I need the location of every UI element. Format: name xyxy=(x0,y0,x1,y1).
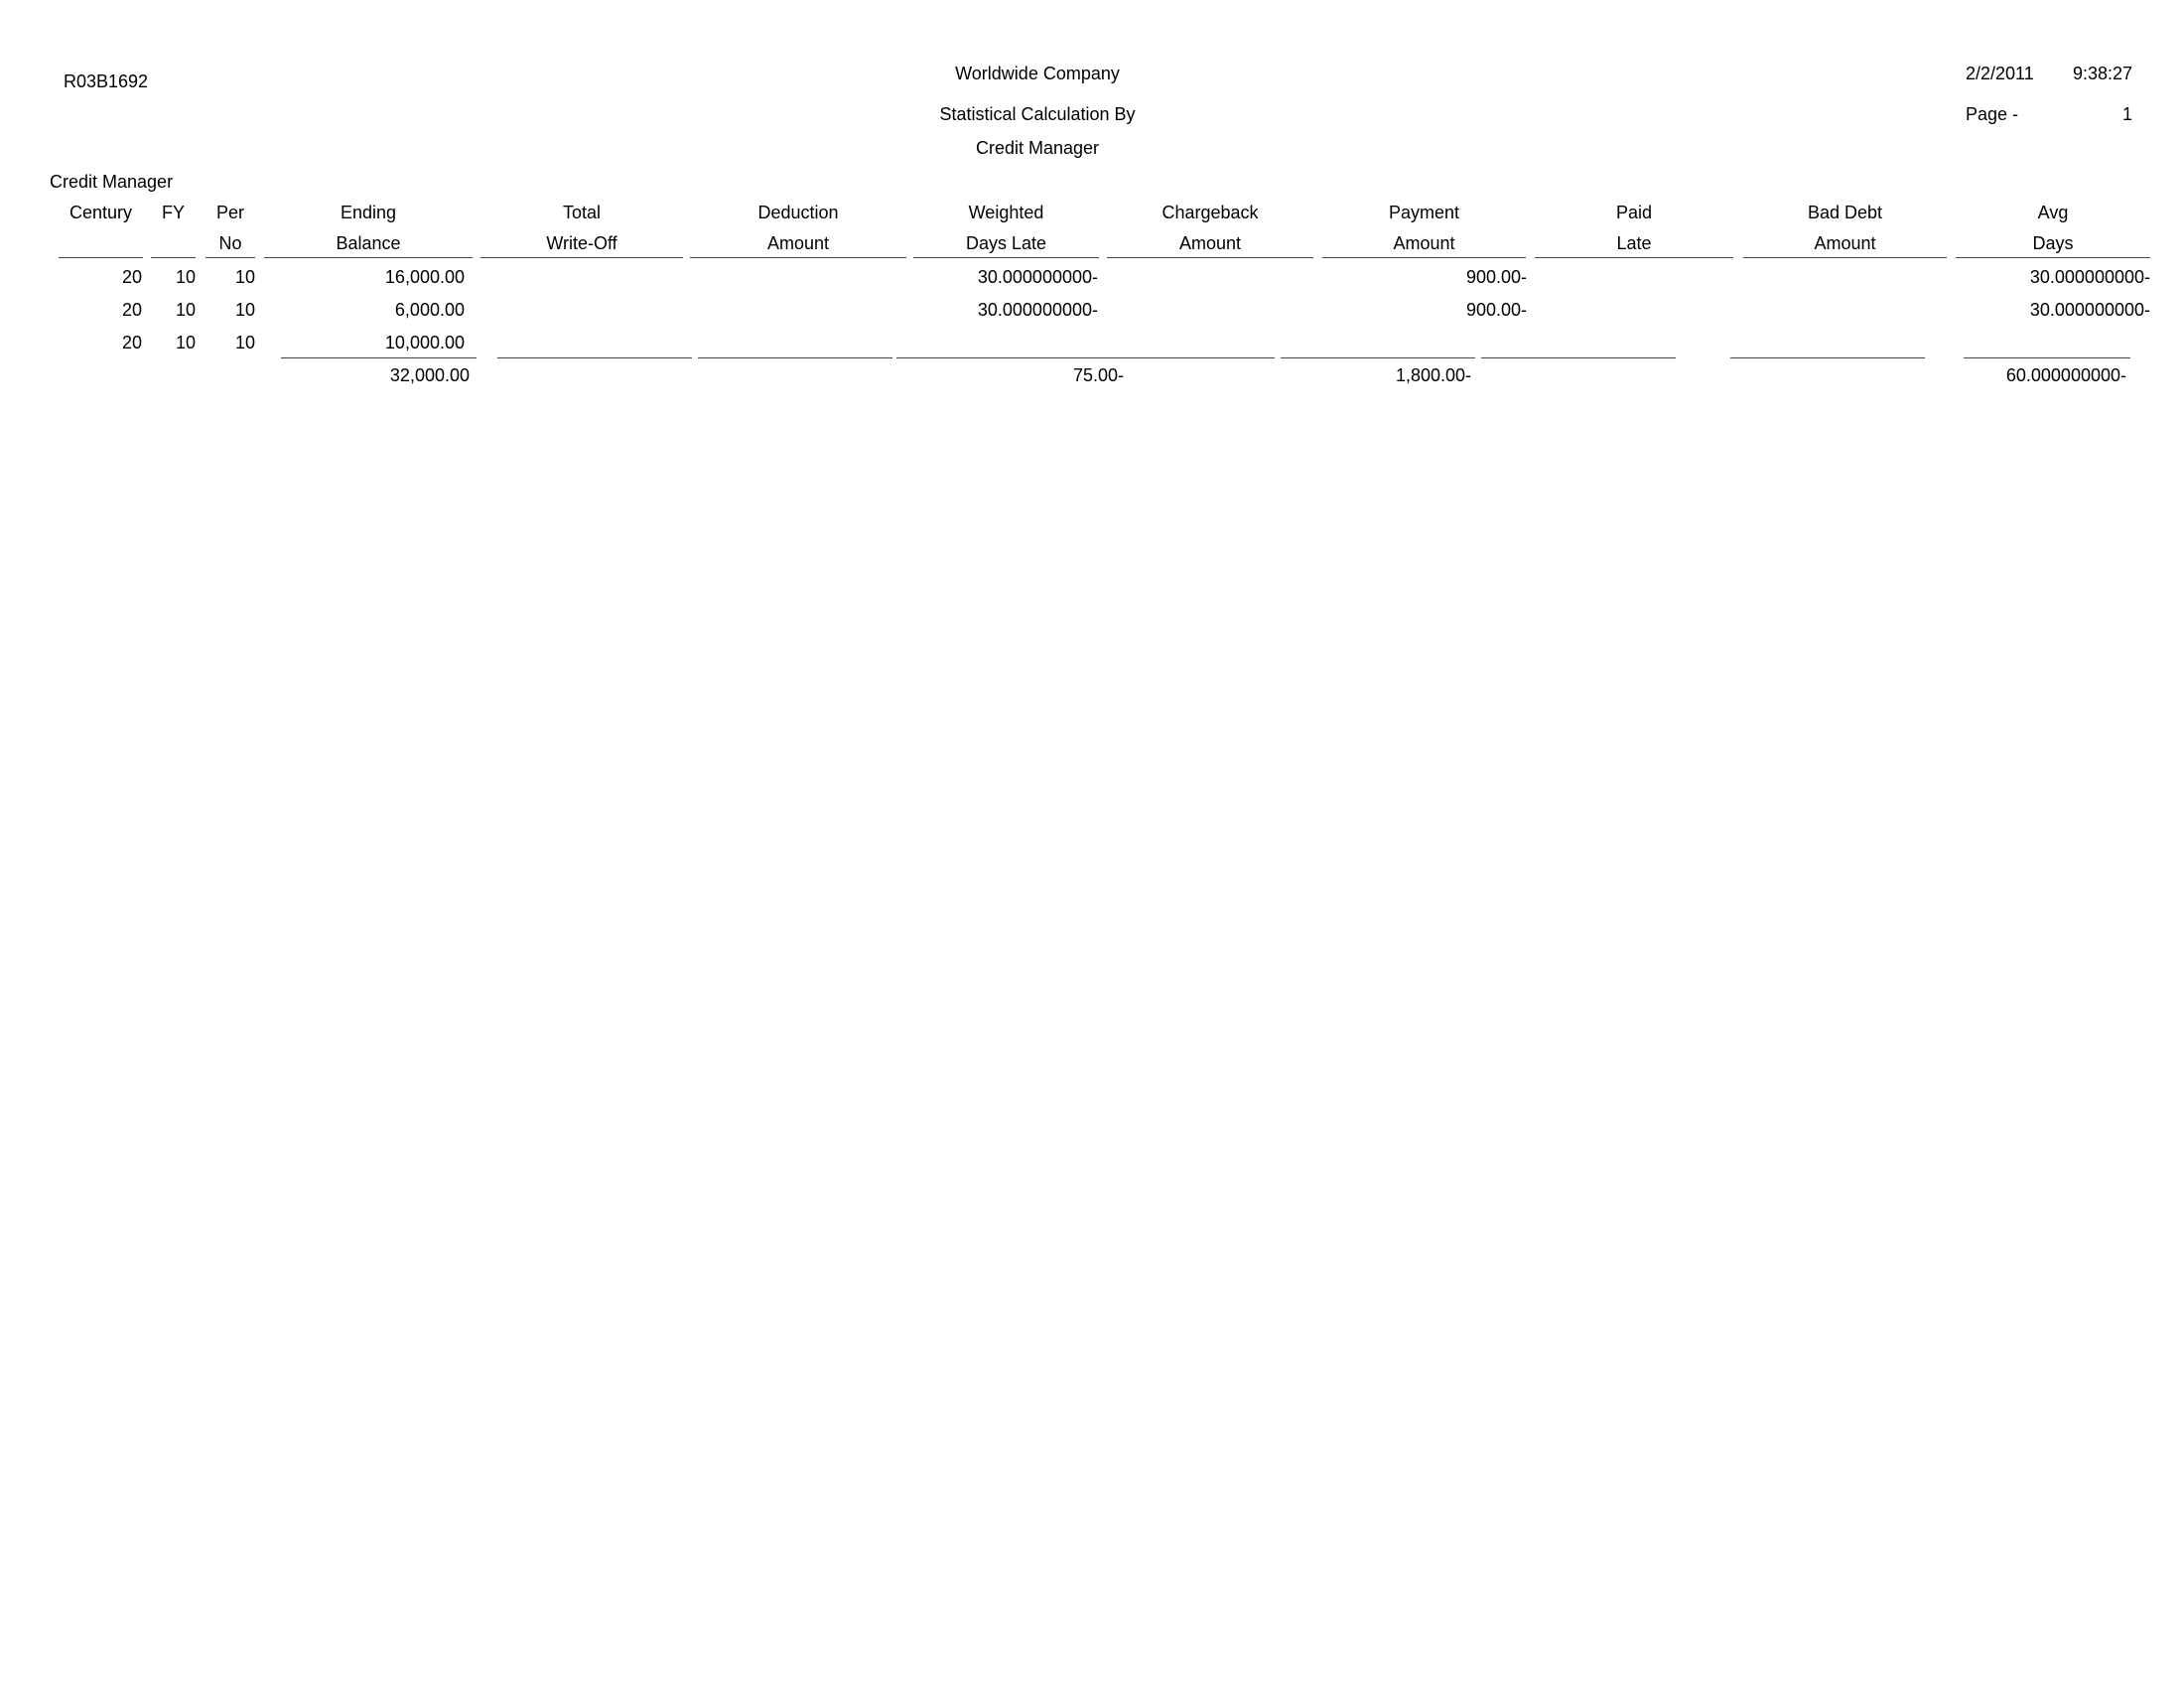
total-rule xyxy=(281,357,477,358)
total-rule xyxy=(1481,357,1676,358)
header-rule xyxy=(1322,257,1526,258)
cell-ending-balance: 10,000.00 xyxy=(384,333,465,352)
col-header-century: Century xyxy=(68,203,133,222)
report-date: 2/2/2011 xyxy=(1966,64,2034,83)
total-rule xyxy=(698,357,892,358)
total-ending-balance: 32,000.00 xyxy=(389,365,470,385)
col-header-total: Total xyxy=(562,203,602,222)
cell-per: 10 xyxy=(234,267,255,287)
total-rule xyxy=(1730,357,1925,358)
total-payment-amount: 1,800.00- xyxy=(1395,365,1471,385)
cell-ending-balance: 6,000.00 xyxy=(394,300,465,320)
header-rule xyxy=(1535,257,1733,258)
col-header-payment: Payment xyxy=(1388,203,1460,222)
cell-century: 20 xyxy=(121,300,142,320)
total-rule xyxy=(497,357,692,358)
col-header-ending: Ending xyxy=(340,203,397,222)
cell-payment-amount: 900.00- xyxy=(1465,300,1527,320)
col-header-weighted: Weighted xyxy=(968,203,1044,222)
col-header-paid: Paid xyxy=(1615,203,1653,222)
col-header-ending-2: Balance xyxy=(336,233,401,253)
col-header-chargeback-2: Amount xyxy=(1178,233,1242,253)
col-header-avg: Avg xyxy=(2037,203,2069,222)
header-rule xyxy=(1956,257,2150,258)
group-label: Credit Manager xyxy=(50,172,174,192)
col-header-total-2: Write-Off xyxy=(546,233,617,253)
report-id: R03B1692 xyxy=(64,71,149,91)
header-rule xyxy=(264,257,473,258)
page-number: 1 xyxy=(2121,104,2132,124)
header-rule xyxy=(690,257,906,258)
col-header-avg-2: Days xyxy=(2032,233,2074,253)
col-header-bad-debt: Bad Debt xyxy=(1807,203,1883,222)
report-subtitle: Credit Manager xyxy=(975,138,1100,158)
report-time: 9:38:27 xyxy=(2072,64,2132,83)
cell-fy: 10 xyxy=(175,333,196,352)
total-weighted-days-late: 75.00- xyxy=(1072,365,1124,385)
company-name: Worldwide Company xyxy=(955,64,1120,83)
header-rule xyxy=(205,257,255,258)
header-rule xyxy=(1743,257,1947,258)
col-header-deduction: Deduction xyxy=(757,203,839,222)
col-header-chargeback: Chargeback xyxy=(1161,203,1259,222)
cell-fy: 10 xyxy=(175,267,196,287)
col-header-deduction-2: Amount xyxy=(766,233,830,253)
col-header-per-2: No xyxy=(218,233,242,253)
total-rule xyxy=(896,357,1275,358)
header-rule xyxy=(59,257,143,258)
header-rule xyxy=(1107,257,1313,258)
cell-century: 20 xyxy=(121,267,142,287)
col-header-bad-debt-2: Amount xyxy=(1814,233,1876,253)
cell-payment-amount: 900.00- xyxy=(1465,267,1527,287)
total-avg-days: 60.000000000- xyxy=(2005,365,2126,385)
col-header-paid-2: Late xyxy=(1616,233,1652,253)
col-header-payment-2: Amount xyxy=(1393,233,1455,253)
page-label: Page - xyxy=(1966,104,2019,124)
cell-avg-days: 30.000000000- xyxy=(2029,300,2150,320)
cell-per: 10 xyxy=(234,333,255,352)
cell-weighted-days-late: 30.000000000- xyxy=(977,267,1098,287)
cell-ending-balance: 16,000.00 xyxy=(384,267,465,287)
report-title: Statistical Calculation By xyxy=(939,104,1136,124)
cell-per: 10 xyxy=(234,300,255,320)
cell-avg-days: 30.000000000- xyxy=(2029,267,2150,287)
cell-fy: 10 xyxy=(175,300,196,320)
cell-century: 20 xyxy=(121,333,142,352)
col-header-per: Per xyxy=(215,203,244,222)
total-rule xyxy=(1964,357,2130,358)
header-rule xyxy=(480,257,683,258)
col-header-weighted-2: Days Late xyxy=(965,233,1047,253)
header-rule xyxy=(151,257,196,258)
cell-weighted-days-late: 30.000000000- xyxy=(977,300,1098,320)
col-header-fy: FY xyxy=(161,203,185,222)
header-rule xyxy=(913,257,1099,258)
total-rule xyxy=(1281,357,1475,358)
